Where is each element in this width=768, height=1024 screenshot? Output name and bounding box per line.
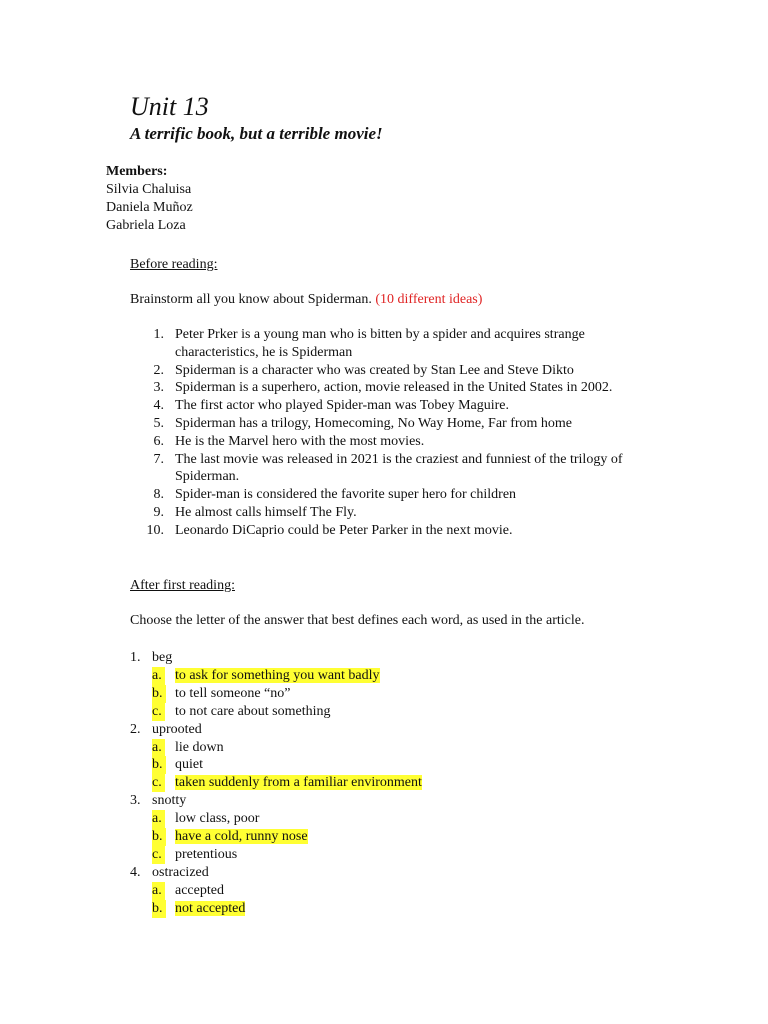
idea-text: Leonardo DiCaprio could be Peter Parker in the next movie. [175,522,513,538]
idea-text: He is the Marvel hero with the most movies. [175,433,425,449]
answer-option [130,828,690,846]
option-letter: b. [152,828,166,846]
vocabulary-number: 3. [130,793,141,809]
idea-text: He almost calls himself The Fly. [175,504,357,520]
idea-text-continued: Spiderman. [175,469,240,485]
option-letter: c. [152,846,165,864]
vocabulary-instruction: Choose the letter of the answer that best defines each word, as used in the article. [130,613,585,628]
option-text: have a cold, runny nose [175,829,308,845]
idea-item [130,362,690,380]
vocabulary-word: uprooted [152,721,202,737]
idea-text: Spiderman is a superhero, action, movie released in the United States in 2002. [175,380,613,396]
brainstorm-instruction [130,291,482,309]
vocabulary-number: 1. [130,650,141,665]
option-text: accepted [175,882,224,898]
vocabulary-word: ostracized [152,864,209,880]
idea-item [130,326,690,362]
brainstorm-text: Brainstorm all you know about Spiderman. [130,292,372,307]
answer-option [130,739,690,757]
option-letter: b. [152,756,166,774]
answer-option [130,756,690,774]
vocabulary-quiz [130,649,690,918]
idea-item [130,379,690,397]
answer-option [130,685,690,703]
idea-number: 5. [153,415,164,431]
vocabulary-word: snotty [152,793,187,809]
idea-text: Spiderman has a trilogy, Homecoming, No Way Home, Far from home [175,415,573,431]
brainstorm-note: (10 different ideas) [375,292,483,307]
option-text: lie down [175,739,224,755]
option-letter: c. [152,703,165,721]
before-reading-heading: Before reading: [130,257,218,272]
answer-option [130,882,690,900]
idea-item [130,451,690,487]
member-name: Silvia Chaluisa [106,182,192,197]
vocabulary-word: beg [152,650,173,665]
option-letter: a. [152,810,165,828]
option-letter: a. [152,667,165,685]
option-letter: a. [152,739,165,757]
idea-text: Peter Prker is a young man who is bitten by a spider and acquires strange [175,327,585,342]
answer-option [130,810,690,828]
idea-number: 2. [153,362,164,378]
answer-options [130,882,690,918]
after-reading-heading: After first reading: [130,578,235,593]
idea-number: 6. [153,433,164,449]
option-text: quiet [175,757,203,773]
idea-number: 9. [153,504,164,520]
idea-item [130,415,690,433]
answer-option [130,846,690,864]
option-text: to ask for something you want badly [175,667,380,683]
answer-options [130,739,690,793]
idea-number: 4. [153,398,164,414]
option-letter: b. [152,900,166,918]
vocabulary-number: 4. [130,864,141,880]
idea-item [130,504,690,522]
members-label: Members: [106,164,168,179]
idea-item [130,433,690,451]
option-letter: b. [152,685,166,703]
idea-item [130,397,690,415]
idea-text: Spider-man is considered the favorite super hero for children [175,487,517,503]
idea-text: The first actor who played Spider-man was Tobey Maguire. [175,398,509,414]
ideas-list [130,326,690,540]
idea-item [130,486,690,504]
idea-item [130,522,690,540]
page-title: Unit 13 [130,92,209,121]
answer-option [130,774,690,792]
option-text: pretentious [175,846,238,862]
option-text: to tell someone “no” [175,685,291,701]
member-name: Gabriela Loza [106,218,186,233]
answer-options [130,667,690,721]
vocabulary-item [130,792,690,864]
idea-number: 7. [153,451,164,467]
answer-option [130,900,690,918]
idea-text: Spiderman is a character who was created by Stan Lee and Steve Dikto [175,362,574,378]
idea-text-continued: characteristics, he is Spiderman [175,344,353,360]
vocabulary-item [130,864,690,918]
idea-number: 3. [153,380,164,396]
member-name: Daniela Muñoz [106,200,193,215]
idea-text: The last movie was released in 2021 is the craziest and funniest of the trilogy of [175,451,623,467]
answer-option [130,703,690,721]
idea-number: 1. [153,327,164,342]
option-letter: a. [152,882,165,900]
idea-number: 8. [153,487,164,503]
vocabulary-number: 2. [130,721,141,737]
answer-options [130,810,690,864]
idea-number: 10. [146,522,164,538]
option-text: low class, poor [175,811,260,827]
page-subtitle: A terrific book, but a terrible movie! [130,124,383,143]
vocabulary-item [130,649,690,721]
option-text: taken suddenly from a familiar environment [175,775,422,791]
option-text: to not care about something [175,703,331,719]
option-text: not accepted [175,900,246,916]
answer-option [130,667,690,685]
option-letter: c. [152,774,165,792]
vocabulary-item [130,721,690,793]
